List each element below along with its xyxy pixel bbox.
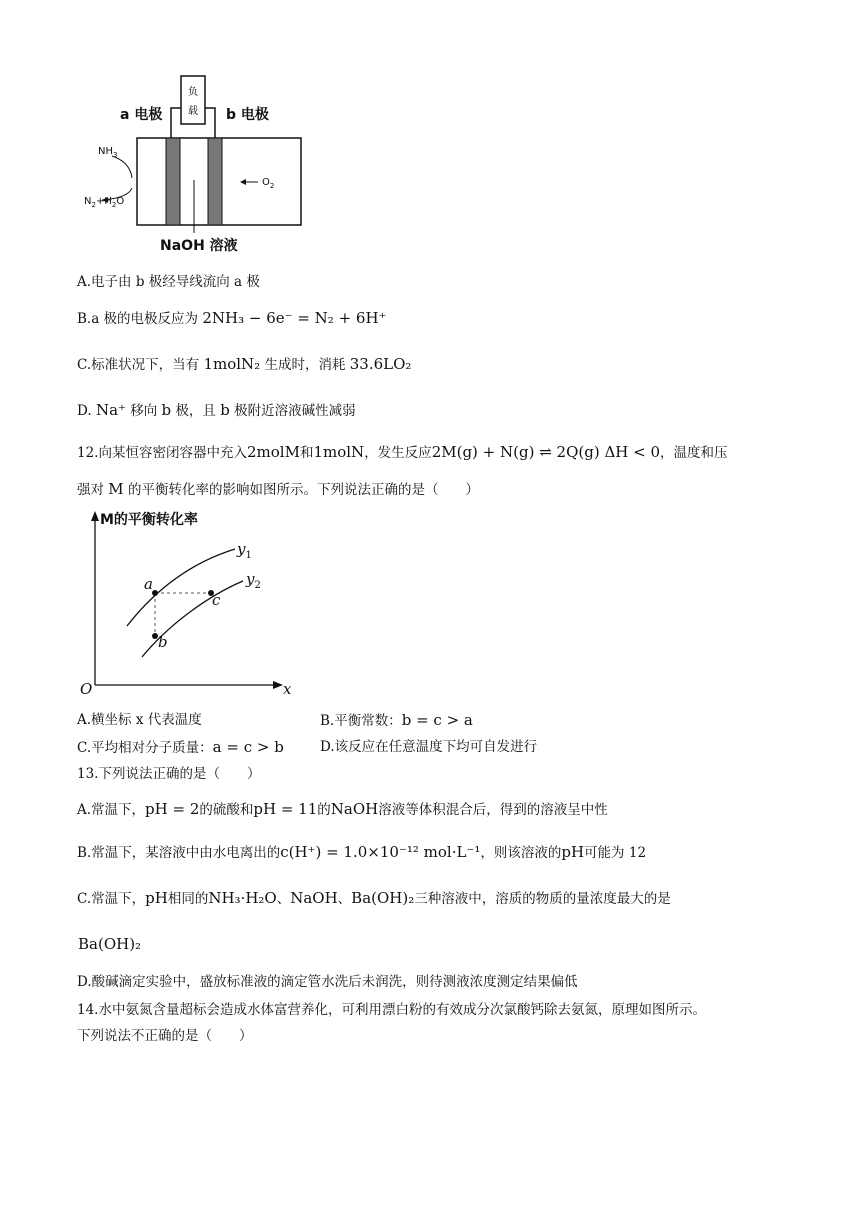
q11-option-a: A.电子由 b 极经导线流向 a 极 [77,274,260,290]
chart-origin: O [80,680,93,698]
fuel-cell-diagram [70,70,310,265]
q12-stem-line1: 12.向某恒容密闭容器中充入2molM和1molN，发生反应2M(g) + N(g) ⇌ 2Q(g) ΔH < 0，温度和压 [77,443,728,461]
electrode-b-label: b 电极 [226,107,269,123]
electrode-a-label: a 电极 [120,107,163,123]
o2-label: $O_2$ [262,177,275,190]
electrode-b [208,138,222,225]
curve-y2-label: $y_2$ [246,570,261,591]
chart-ylabel: M的平衡转化率 [100,512,198,528]
n2-h2o-label: $N_2+H_2O$ [84,196,125,209]
q12-option-c: C.平均相对分子质量：a = c > b [77,738,284,756]
q13-option-c-cont: Ba(OH)₂ [78,935,142,953]
electrolyte-label: NaOH 溶液 [160,238,238,254]
q11-option-b: B.a 极的电极反应为 2NH₃ − 6e⁻ = N₂ + 6H⁺ [77,309,387,327]
q12-conversion-chart [70,505,310,705]
curve-y1-label: $y_1$ [237,540,252,561]
q12-option-d: D.该反应在任意温度下均可自发进行 [320,739,538,755]
point-c-label: c [212,591,221,609]
wire-a [171,108,181,138]
point-a-label: a [144,575,153,593]
q13-option-b: B.常温下，某溶液中由水电离出的c(H⁺) = 1.0×10⁻¹² mol·L⁻¹，则该溶液的pH可能为 12 [77,843,647,861]
q12-option-b: B.平衡常数：b = c > a [320,711,473,729]
wire-b [205,108,215,138]
q12-stem-line2: 强对 M 的平衡转化率的影响如图所示。下列说法正确的是（ ） [77,480,479,498]
point-b-label: b [158,633,168,651]
electrode-a [166,138,180,225]
q14-stem-line1: 14.水中氨氮含量超标会造成水体富营养化，可利用漂白粉的有效成分次氯酸钙除去氨氮，原理如图所示。 [77,1002,706,1018]
q13-option-a: A.常温下，pH = 2的硫酸和pH = 11的NaOH溶液等体积混合后，得到的溶液呈中性 [77,800,608,818]
load-label-2: 载 [188,106,198,117]
q13-title: 13.下列说法正确的是（ ） [77,766,261,782]
q11-option-c: C.标准状况下，当有 1molN₂ 生成时，消耗 33.6LO₂ [77,355,412,373]
q13-option-c: C.常温下，pH相同的NH₃·H₂O、NaOH、Ba(OH)₂三种溶液中，溶质的物质的量浓度最大的是 [77,889,671,907]
q12-option-a: A.横坐标 x 代表温度 [77,712,202,728]
q14-stem-line2: 下列说法不正确的是（ ） [77,1028,253,1044]
load-label-1: 负 [188,87,198,98]
nh3-label: $NH_3$ [98,146,118,159]
q11-option-d: D. Na⁺ 移向 b 极，且 b 极附近溶液碱性减弱 [77,401,356,419]
q13-option-d: D.酸碱滴定实验中，盛放标准液的滴定管水洗后未润洗，则待测液浓度测定结果偏低 [77,974,578,990]
chart-xlabel: x [283,680,292,698]
